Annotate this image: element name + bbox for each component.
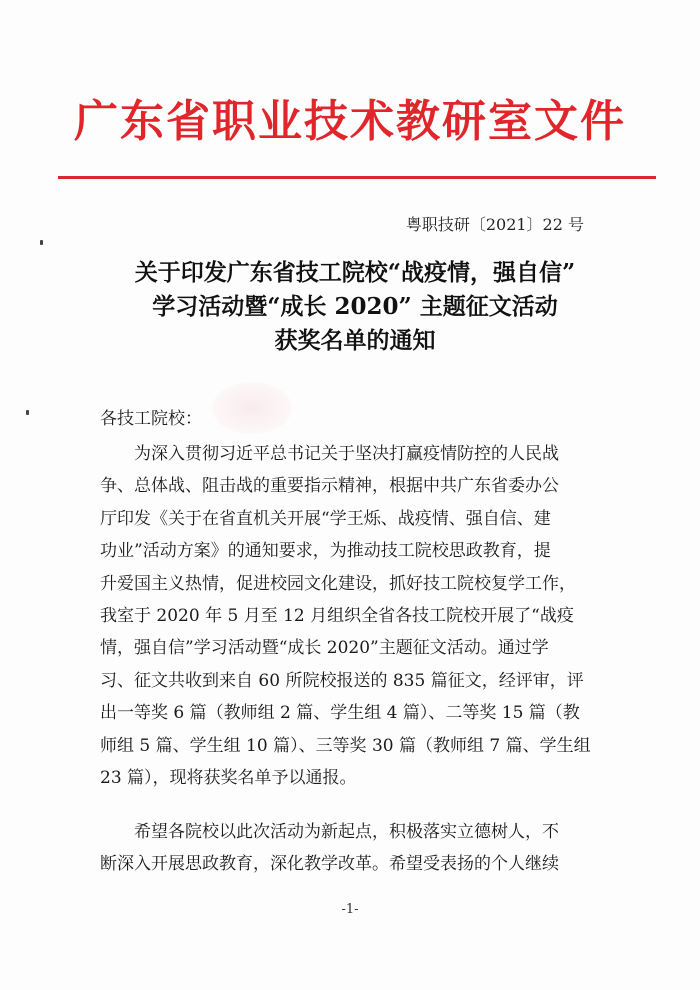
header-red-rule xyxy=(58,176,656,179)
paragraph-line: 争、总体战、阻击战的重要指示精神，根据中共广东省委办公 xyxy=(100,476,559,497)
notice-title-line-2: 学习活动暨“成长 2020” 主题征文活动 xyxy=(152,293,558,320)
notice-title-line-3: 获奖名单的通知 xyxy=(274,327,436,354)
scan-speck xyxy=(40,240,43,245)
faint-seal-mark xyxy=(212,382,292,434)
paragraph-line: 升爱国主义热情，促进校园文化建设，抓好技工院校复学工作， xyxy=(100,573,576,594)
paragraph-line: 希望各院校以此次活动为新起点，积极落实立德树人，不 xyxy=(134,822,559,842)
paragraph-line: 23 篇），现将获奖名单予以通报。 xyxy=(100,767,357,788)
body-paragraph-1 xyxy=(100,438,594,794)
page-number: -1- xyxy=(341,902,359,917)
paragraph-line: 断深入开展思政教育，深化教学改革。希望受表扬的个人继续 xyxy=(100,854,559,875)
notice-title-line-1: 关于印发广东省技工院校“战疫情，强自信” xyxy=(134,259,576,286)
paragraph-line: 出一等奖 6 篇（教师组 2 篇、学生组 4 篇）、二等奖 15 篇（教 xyxy=(100,703,580,724)
issuing-authority-header: 广东省职业技术教研室文件 xyxy=(74,96,626,147)
salutation: 各技工院校： xyxy=(100,409,202,429)
body-paragraph-2 xyxy=(100,816,594,881)
paragraph-line: 功业”活动方案》的通知要求，为推动技工院校思政教育，提 xyxy=(100,541,551,562)
notice-title xyxy=(60,256,650,358)
paragraph-line: 习、征文共收到来自 60 所院校报送的 835 篇征文，经评审，评 xyxy=(100,670,584,691)
paragraph-line: 为深入贯彻习近平总书记关于坚决打赢疫情防控的人民战 xyxy=(134,444,559,464)
paragraph-line: 情，强自信”学习活动暨“成长 2020”主题征文活动。通过学 xyxy=(100,638,549,659)
paragraph-line: 厅印发《关于在省直机关开展“学王烁、战疫情、强自信、建 xyxy=(100,508,551,529)
paragraph-line: 师组 5 篇、学生组 10 篇）、三等奖 30 篇（教师组 7 篇、学生组 xyxy=(100,735,591,756)
document-number: 粤职技研〔2021〕22 号 xyxy=(405,215,584,234)
paragraph-line: 我室于 2020 年 5 月至 12 月组织全省各技工院校开展了“战疫 xyxy=(100,605,574,626)
scan-speck xyxy=(26,410,29,415)
